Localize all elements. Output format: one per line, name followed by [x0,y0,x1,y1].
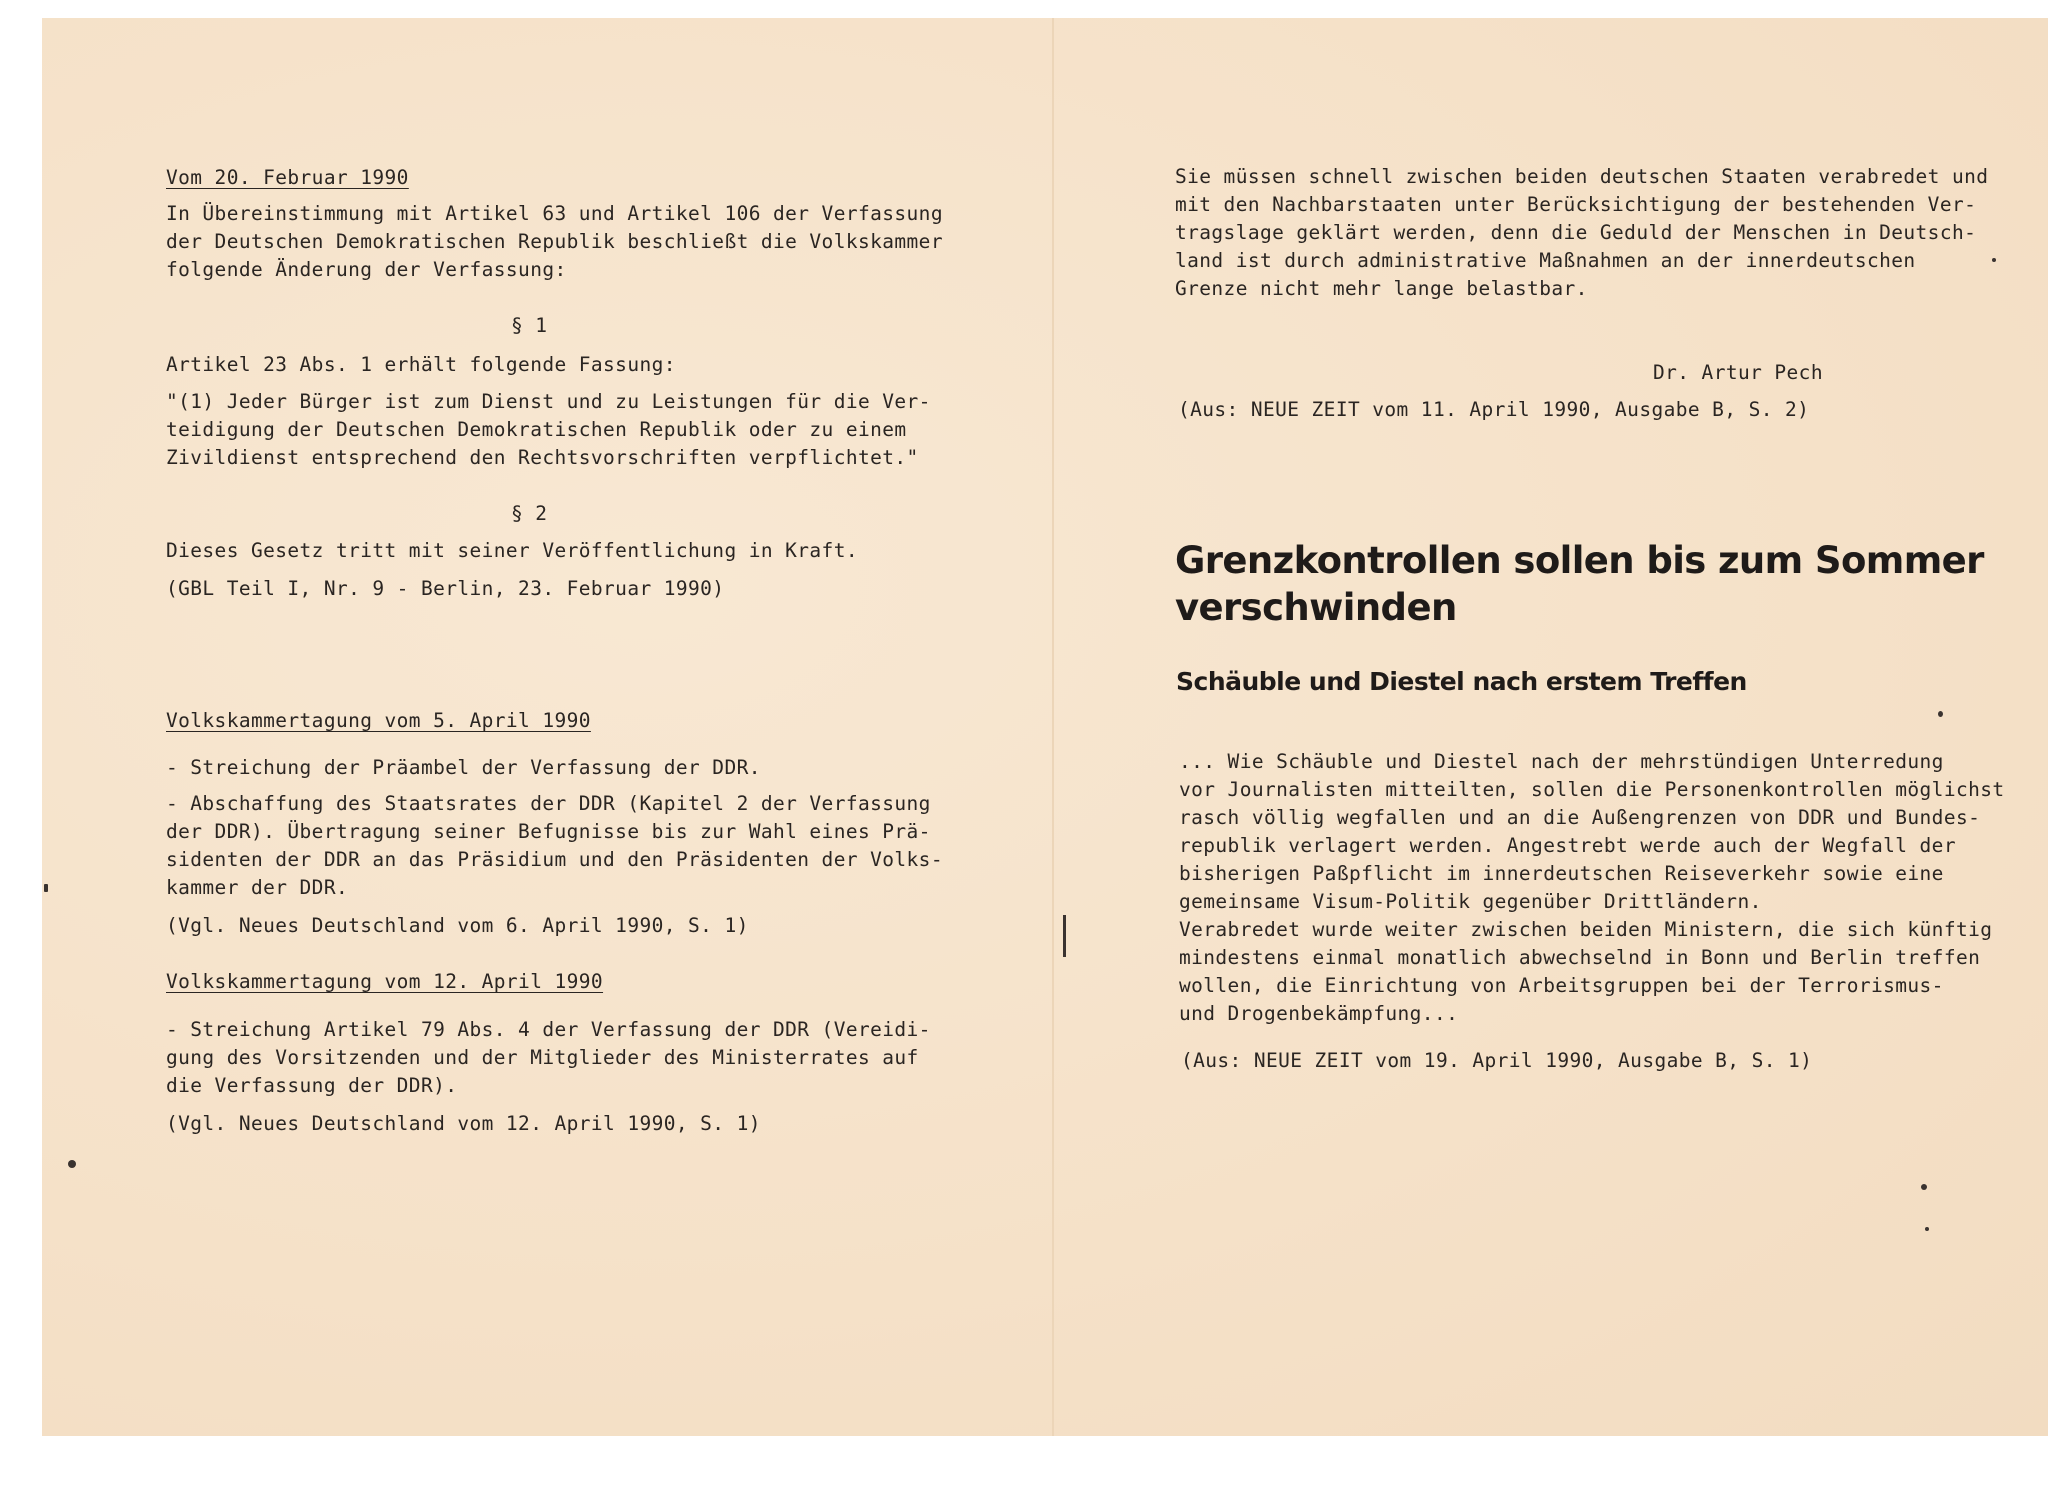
source-neue-zeit-apr-19: (Aus: NEUE ZEIT vom 19. April 1990, Ausgabe B, S. 1) [1181,1049,1813,1072]
apr-12-item-line-2: gung des Vorsitzenden und der Mitglieder des Ministerrates auf [166,1046,919,1069]
page-fold [1052,18,1054,1436]
article-body-line-8: mindestens einmal monatlich abwechselnd in Bonn und Berlin treffen [1179,946,1981,969]
quote-line-2: teidigung der Deutschen Demokratischen Republik oder zu einem [166,418,907,441]
quote-line-3: Zivildienst entsprechend den Rechtsvorschriften verpflichtet." [166,446,919,469]
section-heading-feb-20: Vom 20. Februar 1990 [166,166,409,189]
apr-5-item-2-line-4: kammer der DDR. [166,876,349,899]
letter-line-1: Sie müssen schnell zwischen beiden deutschen Staaten verabredet und [1175,165,1989,188]
ink-speck [68,1160,76,1168]
article-subheadline: Schäuble und Diestel nach erstem Treffen [1176,667,1747,696]
paragraph-2-text: Dieses Gesetz tritt mit seiner Veröffentlichung in Kraft. [166,539,858,562]
article-body-line-3: rasch völlig wegfallen und an die Außengrenzen von DDR und Bundes- [1179,806,1981,829]
article-body-line-1: ... Wie Schäuble und Diestel nach der mehrstündigen Unterredung [1179,750,1944,773]
source-nd-apr-12: (Vgl. Neues Deutschland vom 12. April 1990, S. 1) [166,1112,761,1135]
article-body-line-6: gemeinsame Visum-Politik gegenüber Drittländern. [1179,890,1762,913]
article-headline-line-1: Grenzkontrollen sollen bis zum Sommer [1175,539,1984,582]
quote-line-1: "(1) Jeder Bürger ist zum Dienst und zu Leistungen für die Ver- [166,390,931,413]
letter-author: Dr. Artur Pech [1653,361,1823,384]
apr-5-item-2-line-3: sidenten der DDR an das Präsidium und den Präsidenten der Volks- [166,848,943,871]
apr-12-item-line-1: - Streichung Artikel 79 Abs. 4 der Verfassung der DDR (Vereidi- [166,1018,931,1041]
source-gbl: (GBL Teil I, Nr. 9 - Berlin, 23. Februar 1990) [166,577,725,600]
article-body-line-10: und Drogenbekämpfung... [1179,1002,1459,1025]
intro-line-3: folgende Änderung der Verfassung: [166,258,567,281]
intro-line-2: der Deutschen Demokratischen Republik beschließt die Volkskammer [166,230,943,253]
ink-speck [1921,1184,1927,1190]
section-heading-apr-12: Volkskammertagung vom 12. April 1990 [166,970,604,993]
fold-mark [1063,915,1066,957]
article-body-line-9: wollen, die Einrichtung von Arbeitsgruppen bei der Terrorismus- [1179,974,1944,997]
source-neue-zeit-apr-11: (Aus: NEUE ZEIT vom 11. April 1990, Ausgabe B, S. 2) [1178,398,1810,421]
ink-speck [1992,258,1996,262]
letter-line-2: mit den Nachbarstaaten unter Berücksichtigung der bestehenden Ver- [1175,193,1977,216]
ink-speck [44,884,48,892]
intro-line-1: In Übereinstimmung mit Artikel 63 und Artikel 106 der Verfassung [166,202,943,225]
letter-line-3: tragslage geklärt werden, denn die Geduld der Menschen in Deutsch- [1175,221,1977,244]
apr-5-item-2-line-1: - Abschaffung des Staatsrates der DDR (Kapitel 2 der Verfassung [166,792,931,815]
article-body-line-2: vor Journalisten mitteilten, sollen die Personenkontrollen möglichst [1179,778,2005,801]
paragraph-1-text: Artikel 23 Abs. 1 erhält folgende Fassung: [166,353,676,376]
letter-line-5: Grenze nicht mehr lange belastbar. [1175,277,1588,300]
article-body-line-4: republik verlagert werden. Angestrebt werde auch der Wegfall der [1179,834,1956,857]
apr-12-item-line-3: die Verfassung der DDR). [166,1074,458,1097]
section-heading-apr-5: Volkskammertagung vom 5. April 1990 [166,709,591,732]
ink-speck [1925,1227,1929,1231]
ink-speck [1938,711,1943,717]
apr-5-item-2-line-2: der DDR). Übertragung seiner Befugnisse bis zur Wahl eines Prä- [166,820,931,843]
article-body-line-7: Verabredet wurde weiter zwischen beiden Ministern, die sich künftig [1179,918,1993,941]
paragraph-1-symbol: § 1 [511,314,548,337]
article-headline-line-2: verschwinden [1175,586,1457,629]
letter-line-4: land ist durch administrative Maßnahmen an der innerdeutschen [1175,249,1916,272]
paragraph-2-symbol: § 2 [511,502,548,525]
article-body-line-5: bisherigen Paßpflicht im innerdeutschen Reiseverkehr sowie eine [1179,862,1944,885]
apr-5-item-1: - Streichung der Präambel der Verfassung der DDR. [166,756,761,779]
source-nd-apr-6: (Vgl. Neues Deutschland vom 6. April 1990, S. 1) [166,914,749,937]
